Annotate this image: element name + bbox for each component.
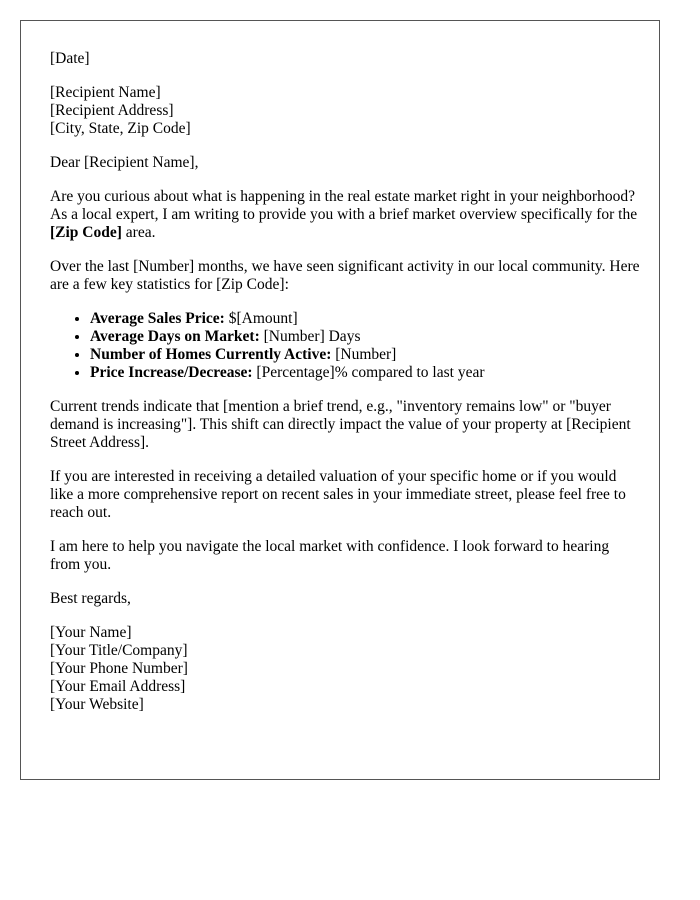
activity-paragraph: Over the last [Number] months, we have seen significant activity in our local community. Here are a few key statistics for [Zip Code]: bbox=[50, 258, 640, 293]
stats-list-item bbox=[90, 364, 640, 382]
signature-name: [Your Name] bbox=[50, 624, 132, 641]
intro-zip-code: [Zip Code] bbox=[50, 224, 122, 241]
stat-label: Number of Homes Currently Active: bbox=[90, 346, 332, 363]
recipient-address: [Recipient Address] bbox=[50, 102, 174, 119]
stats-list-item bbox=[90, 310, 640, 328]
signature-website: [Your Website] bbox=[50, 696, 144, 713]
letter-body bbox=[50, 50, 640, 730]
signoff: Best regards, bbox=[50, 590, 131, 607]
stat-value: [Number] bbox=[331, 346, 397, 363]
intro-paragraph bbox=[50, 188, 640, 242]
stat-label: Average Days on Market: bbox=[90, 328, 260, 345]
signature-email: [Your Email Address] bbox=[50, 678, 186, 695]
recipient-name: [Recipient Name] bbox=[50, 84, 161, 101]
intro-text-before: Are you curious about what is happening in the real estate market right in your neighborhood? As a local expert, I am writing to provide you with a brief market overview specifically for the bbox=[50, 188, 638, 223]
intro-text-after: area. bbox=[121, 224, 156, 241]
letter-frame bbox=[20, 20, 660, 780]
signature-phone: [Your Phone Number] bbox=[50, 660, 188, 677]
stats-list bbox=[50, 310, 640, 382]
stat-label: Average Sales Price: bbox=[90, 310, 225, 327]
closing-paragraph: I am here to help you navigate the local market with confidence. I look forward to hearing from you. bbox=[50, 538, 610, 573]
recipient-city: [City, State, Zip Code] bbox=[50, 120, 191, 137]
stat-value: $[Amount] bbox=[224, 310, 298, 327]
stats-list-item bbox=[90, 328, 640, 346]
stat-value: [Number] Days bbox=[259, 328, 361, 345]
signature-title: [Your Title/Company] bbox=[50, 642, 188, 659]
signature-block bbox=[50, 624, 640, 714]
stat-value: [Percentage]% compared to last year bbox=[252, 364, 485, 381]
trends-paragraph: Current trends indicate that [mention a brief trend, e.g., "inventory remains low" or "buyer demand is increasing"]. This shift can directly impact the value of your property at [Recipient Street Address]. bbox=[50, 398, 631, 451]
recipient-block bbox=[50, 84, 640, 138]
valuation-paragraph: If you are interested in receiving a detailed valuation of your specific home or if you would like a more comprehensive report on recent sales in your immediate street, please feel free to reach out. bbox=[50, 468, 626, 521]
stats-list-item bbox=[90, 346, 640, 364]
date-line: [Date] bbox=[50, 50, 90, 67]
stat-label: Price Increase/Decrease: bbox=[90, 364, 253, 381]
salutation: Dear [Recipient Name], bbox=[50, 154, 199, 171]
